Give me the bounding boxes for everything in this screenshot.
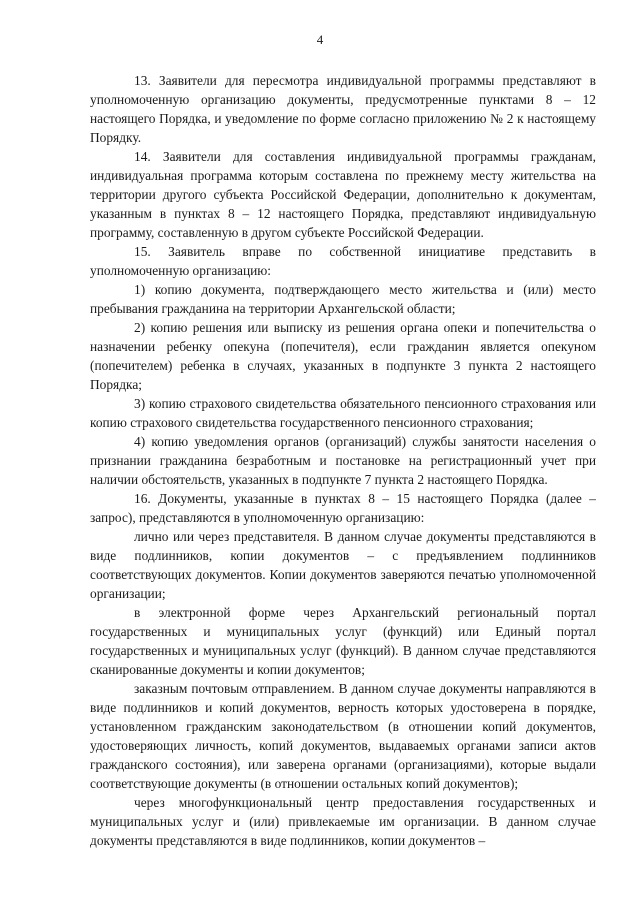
paragraph-15-item-3: 3) копию страхового свидетельства обязательного пенсионного страхования или копию страхового свидетельства государственного пенсионного страхования; xyxy=(90,396,596,430)
paragraph-16-method-electronic: в электронной форме через Архангельский региональный портал государственных и муниципальных услуг (функций) или Единый портал государственных и муниципальных услуг (функций). В данном случае представляются сканированные документы и копии документов; xyxy=(90,605,596,677)
page-number: 4 xyxy=(316,32,324,47)
paragraph-16-method-in-person: лично или через представителя. В данном случае документы представляются в виде подлинников, копии документов – с предъявлением подлинников соответствующих документов. Копии документов заверяются печатью уполномоченной организации; xyxy=(90,529,596,601)
paragraph-13: 13. Заявители для пересмотра индивидуальной программы представляют в уполномоченную организацию документы, предусмотренные пунктами 8 – 12 настоящего Порядка, и уведомление по форме согласно приложению № 2 к настоящему Порядку. xyxy=(90,73,596,145)
paragraph-15-item-1: 1) копию документа, подтверждающего место жительства и (или) место пребывания гражданина на территории Архангельской области; xyxy=(90,282,596,316)
paragraph-16-method-mfc: через многофункциональный центр предоставления государственных и муниципальных услуг и (или) привлекаемые им организации. В данном случае документы представляются в виде подлинников, копии документов – xyxy=(90,795,596,848)
paragraph-14: 14. Заявители для составления индивидуальной программы гражданам, индивидуальная программа которым составлена по прежнему месту жительства на территории другого субъекта Российской Федерации, дополнительно к документам, указанным в пунктах 8 – 12 настоящего Порядка, представляют индивидуальную программу, составленную в другом субъекте Российской Федерации. xyxy=(90,149,596,240)
document-body xyxy=(90,71,596,850)
paragraph-16: 16. Документы, указанные в пунктах 8 – 15 настоящего Порядка (далее – запрос), представляются в уполномоченную организацию: xyxy=(90,491,596,525)
paragraph-15-item-4: 4) копию уведомления органов (организаций) службы занятости населения о признании гражданина безработным и постановке на регистрационный учет при наличии обстоятельств, указанных в подпункте 7 пункта 2 настоящего Порядка. xyxy=(90,434,596,487)
paragraph-15: 15. Заявитель вправе по собственной инициативе представить в уполномоченную организацию: xyxy=(90,244,596,278)
paragraph-16-method-mail: заказным почтовым отправлением. В данном случае документы направляются в виде подлинников и копий документов, верность которых удостоверена в порядке, установленном гражданским законодательством (в отношении копий документов, удостоверяющих личность, копий документов, выдаваемых органами записи актов гражданского состояния), или заверена органами (организациями), которые выдали соответствующие документы (в отношении остальных копий документов); xyxy=(90,681,596,791)
paragraph-15-item-2: 2) копию решения или выписку из решения органа опеки и попечительства о назначении ребенку опекуна (попечителя), если гражданин является опекуном (попечителем) ребенка в случаях, указанных в подпункте 3 пункта 2 настоящего Порядка; xyxy=(90,320,596,392)
